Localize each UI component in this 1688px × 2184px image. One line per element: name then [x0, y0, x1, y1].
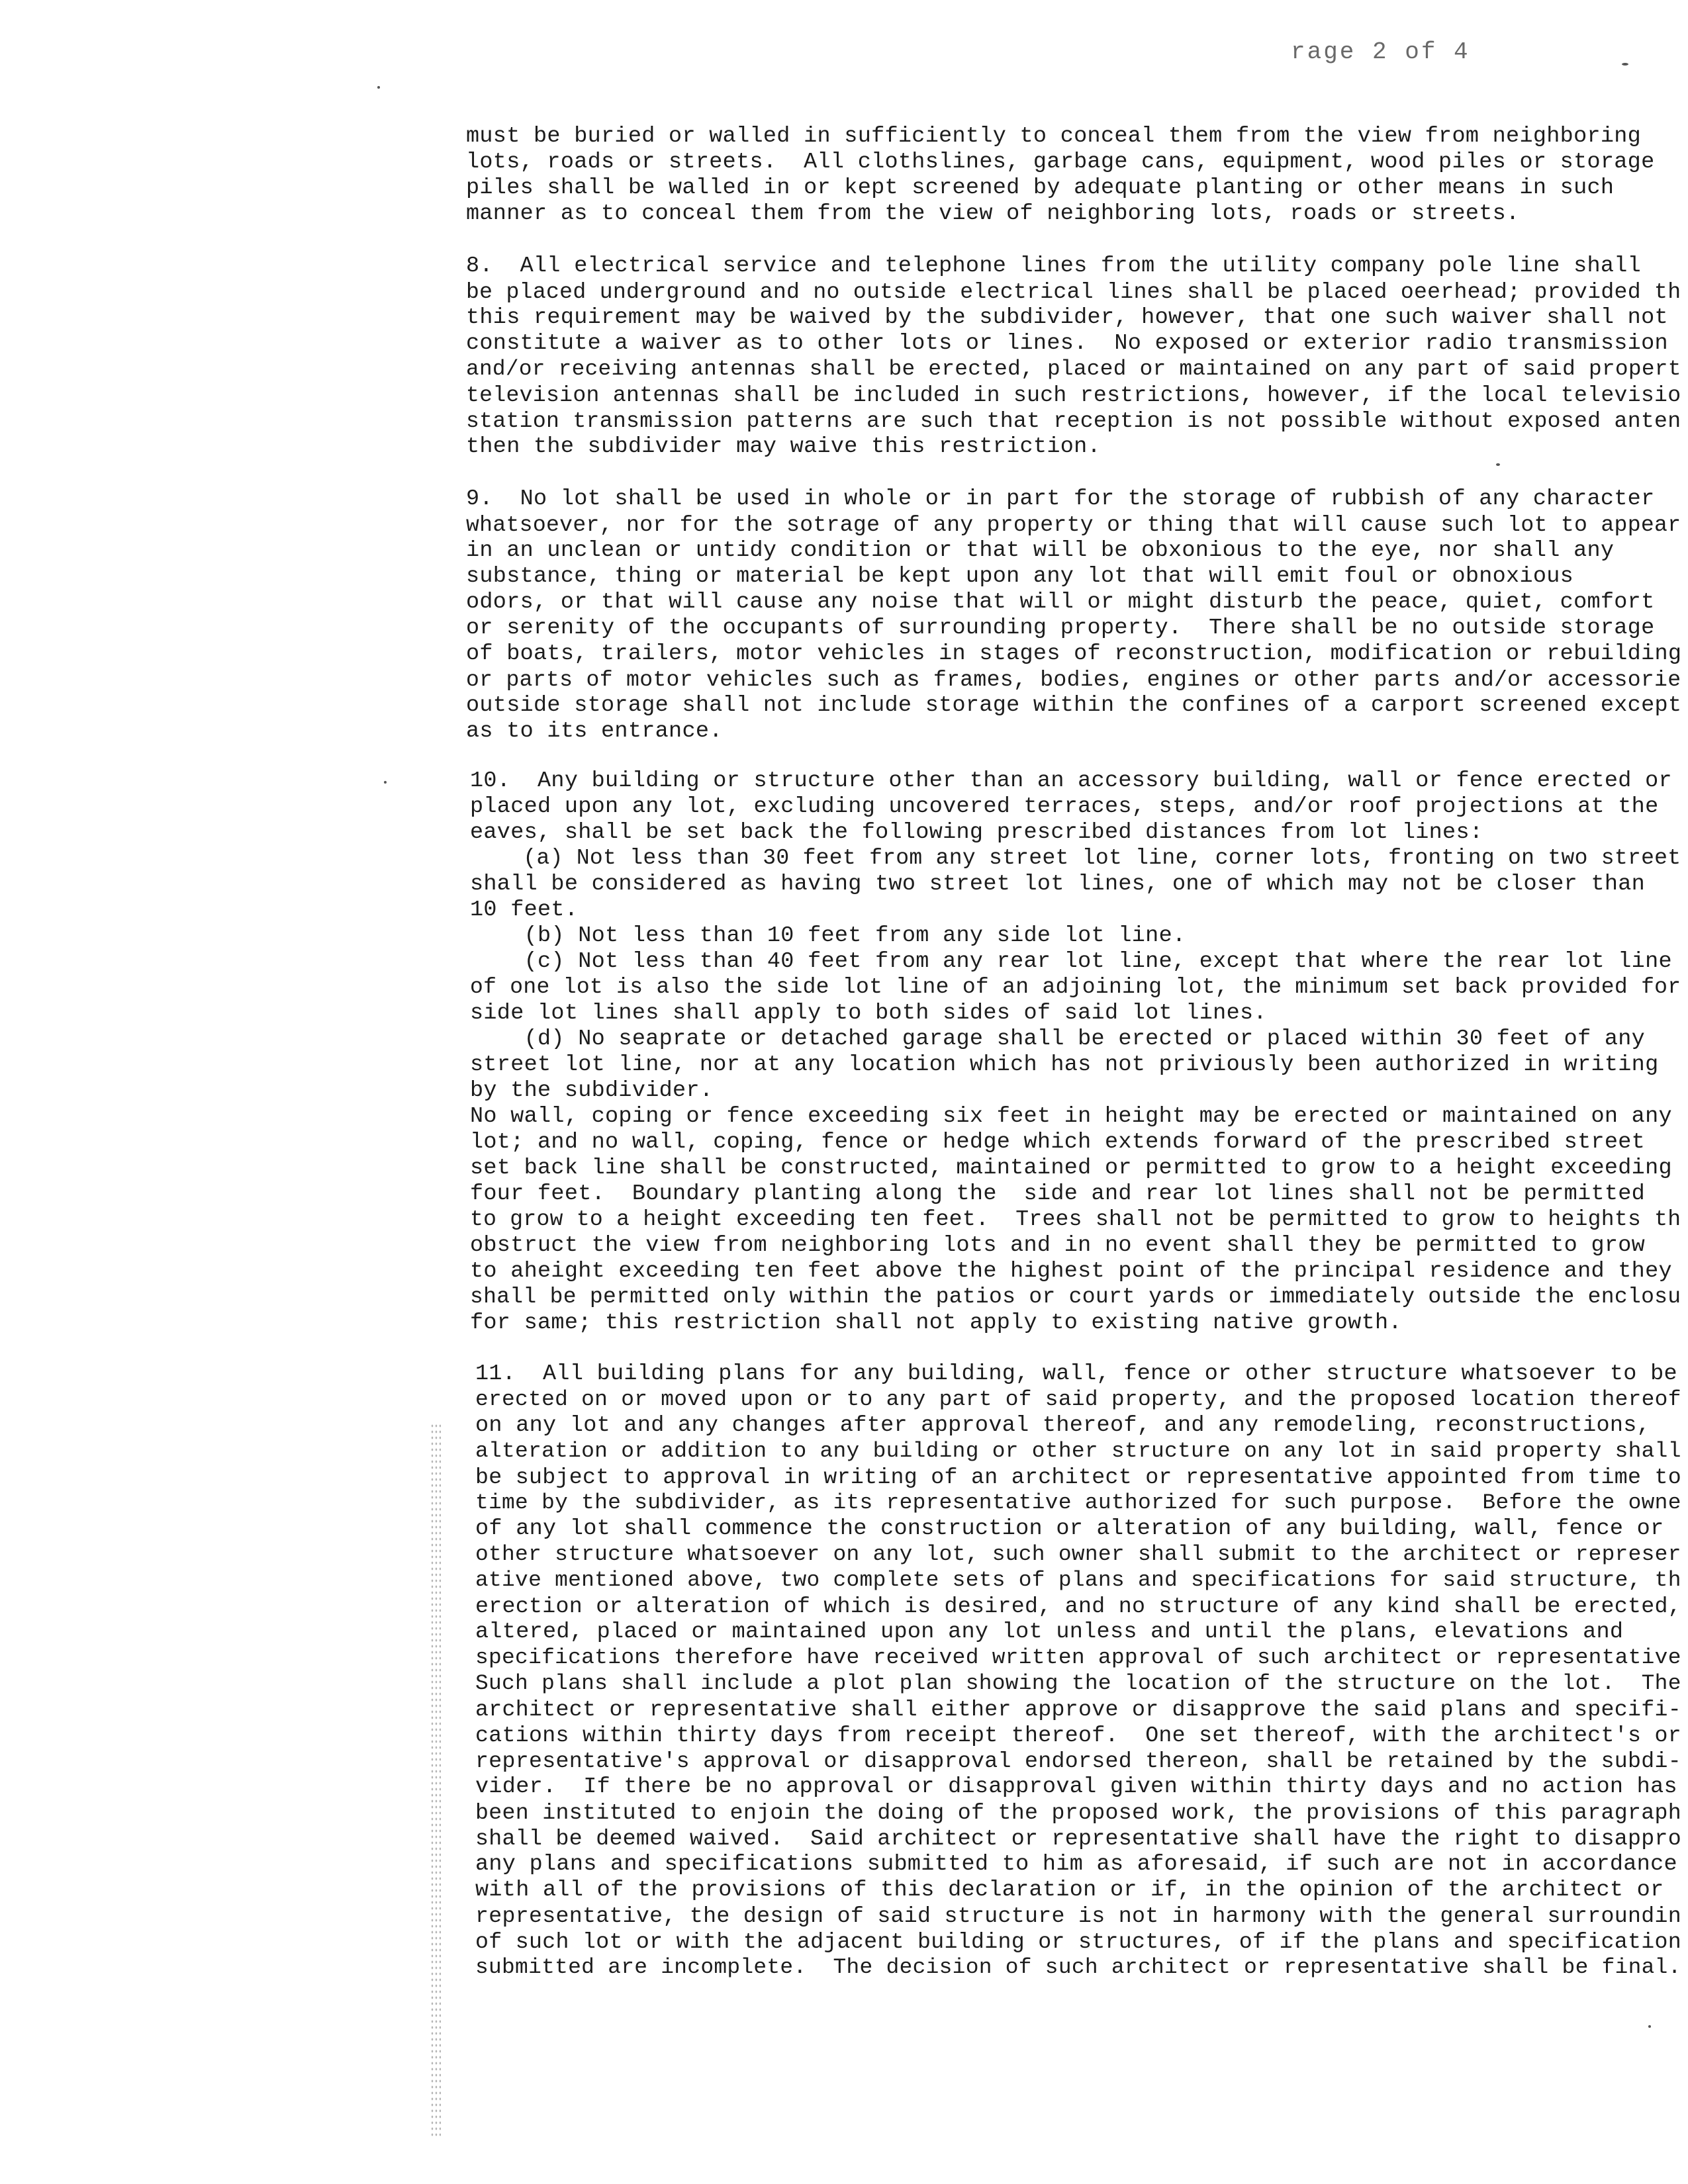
- text-line: lots, roads or streets. All clothslines, garbage cans, equipment, wood piles or storage: [466, 150, 1655, 175]
- scan-speck: [377, 86, 380, 89]
- text-line: of one lot is also the side lot line of an adjoining lot, the minimum set back provided for: [470, 975, 1681, 999]
- text-line: shall be permitted only within the patios or court yards or immediately outside the enclosu: [470, 1285, 1681, 1309]
- text-line: specifications therefore have received written approval of such architect or representative: [475, 1645, 1681, 1670]
- text-line: with all of the provisions of this declaration or if, in the opinion of the architect or: [475, 1878, 1664, 1903]
- text-line: 11. All building plans for any building, wall, fence or other structure whatsoever to be: [475, 1361, 1677, 1387]
- text-line: architect or representative shall either approve or disapprove the said plans and specifi-: [475, 1697, 1681, 1722]
- text-line: time by the subdivider, as its representative authorized for such purpose. Before the owne: [475, 1490, 1681, 1515]
- text-line: ative mentioned above, two complete sets of plans and specifications for said structure, th: [475, 1568, 1681, 1592]
- text-line: (d) No seaprate or detached garage shall be erected or placed within 30 feet of any: [470, 1026, 1646, 1052]
- page-header: rage 2 of 4: [1291, 38, 1470, 66]
- text-line: other structure whatsoever on any lot, such owner shall submit to the architect or represer: [475, 1542, 1681, 1567]
- text-line: constitute a waiver as to other lots or lines. No exposed or exterior radio transmission: [466, 331, 1668, 356]
- text-line: or parts of motor vehicles such as frames, bodies, engines or other parts and/or accessorie: [466, 667, 1681, 692]
- text-line: placed upon any lot, excluding uncovered terraces, steps, and/or roof projections at the: [470, 794, 1659, 819]
- text-line: odors, or that will cause any noise that will or might disturb the peace, quiet, comfort: [466, 590, 1655, 615]
- text-line: four feet. Boundary planting along the side and rear lot lines shall not be permitted: [470, 1181, 1646, 1206]
- text-line: this requirement may be waived by the subdivider, however, that one such waiver shall not: [466, 305, 1668, 330]
- text-line: substance, thing or material be kept upon any lot that will emit foul or obnoxious: [466, 564, 1574, 589]
- text-line: (c) Not less than 40 feet from any rear lot line, except that where the rear lot line: [470, 949, 1672, 974]
- scan-speck: [1496, 463, 1500, 466]
- text-line: (b) Not less than 10 feet from any side lot line.: [470, 923, 1186, 948]
- text-line: lot; and no wall, coping, fence or hedge which extends forward of the prescribed street: [470, 1130, 1646, 1155]
- text-line: side lot lines shall apply to both sides of said lot lines.: [470, 1001, 1267, 1026]
- text-line: vider. If there be no approval or disapproval given within thirty days and no action has: [475, 1774, 1677, 1799]
- text-line: then the subdivider may waive this restriction.: [466, 434, 1101, 459]
- text-line: be placed underground and no outside electrical lines shall be placed oeerhead; provided th: [466, 279, 1681, 304]
- text-line: shall be deemed waived. Said architect or representative shall have the right to disappro: [475, 1826, 1681, 1851]
- text-line: altered, placed or maintained upon any lot unless and until the plans, elevations and: [475, 1619, 1624, 1645]
- text-line: piles shall be walled in or kept screened by adequate planting or other means in such: [466, 175, 1615, 201]
- text-line: been instituted to enjoin the doing of the proposed work, the provisions of this paragraph: [475, 1800, 1681, 1825]
- scan-speck: [1622, 63, 1628, 66]
- text-line: or serenity of the occupants of surrounding property. There shall be no outside storage: [466, 615, 1655, 641]
- text-line: shall be considered as having two street lot lines, one of which may not be closer than: [470, 872, 1646, 897]
- text-line: outside storage shall not include storage within the confines of a carport screened except: [466, 693, 1682, 718]
- text-line: 8. All electrical service and telephone lines from the utility company pole line shall: [466, 253, 1642, 279]
- text-line: in an unclean or untidy condition or that will be obxonious to the eye, nor shall any: [466, 538, 1615, 563]
- text-line: eaves, shall be set back the following prescribed distances from lot lines:: [470, 820, 1483, 845]
- text-line: must be buried or walled in sufficiently to conceal them from the view from neighboring: [466, 124, 1642, 149]
- text-line: be subject to approval in writing of an architect or representative appointed from time to: [475, 1465, 1681, 1490]
- text-line: representative, the design of said structure is not in harmony with the general surroundin: [475, 1903, 1681, 1929]
- text-line: alteration or addition to any building or other structure on any lot in said property shall: [475, 1439, 1681, 1463]
- text-line: manner as to conceal them from the view of neighboring lots, roads or streets.: [466, 201, 1520, 226]
- text-line: of such lot or with the adjacent building or structures, of if the plans and specification: [475, 1929, 1681, 1954]
- text-line: and/or receiving antennas shall be erected, placed or maintained on any part of said propert: [466, 357, 1681, 381]
- text-line: cations within thirty days from receipt thereof. One set thereof, with the architect's or: [475, 1723, 1681, 1748]
- text-line: station transmission patterns are such that reception is not possible without exposed anten: [466, 408, 1681, 433]
- text-line: to grow to a height exceeding ten feet. Trees shall not be permitted to grow to heights th: [470, 1207, 1681, 1232]
- text-line: 9. No lot shall be used in whole or in part for the storage of rubbish of any character: [466, 486, 1655, 512]
- text-line: as to its entrance.: [466, 719, 723, 744]
- text-line: of any lot shall commence the construction or alteration of any building, wall, fence or: [475, 1516, 1664, 1541]
- text-line: erected on or moved upon or to any part of said property, and the proposed location thereof: [475, 1387, 1681, 1412]
- text-line: No wall, coping or fence exceeding six feet in height may be erected or maintained on any: [470, 1104, 1672, 1129]
- text-line: of boats, trailers, motor vehicles in stages of reconstruction, modification or rebuilding: [466, 641, 1682, 666]
- text-line: erection or alteration of which is desired, and no structure of any kind shall be erected,: [475, 1594, 1681, 1619]
- text-line: obstruct the view from neighboring lots and in no event shall they be permitted to grow: [470, 1233, 1646, 1258]
- text-line: whatsoever, nor for the sotrage of any property or thing that will cause such lot to appear: [466, 512, 1681, 537]
- text-line: by the subdivider.: [470, 1078, 714, 1103]
- text-line: representative's approval or disapproval endorsed thereon, shall be retained by the subdi-: [475, 1749, 1681, 1774]
- text-line: Such plans shall include a plot plan showing the location of the structure on the lot. The: [475, 1671, 1681, 1696]
- text-line: set back line shall be constructed, maintained or permitted to grow to a height exceeding: [470, 1156, 1672, 1181]
- text-line: to aheight exceeding ten feet above the highest point of the principal residence and they: [470, 1259, 1672, 1284]
- text-line: submitted are incomplete. The decision of such architect or representative shall be final.: [475, 1955, 1681, 1979]
- text-line: on any lot and any changes after approval thereof, and any remodeling, reconstructions,: [475, 1413, 1651, 1438]
- scan-margin-noise: [430, 1423, 441, 2138]
- text-line: (a) Not less than 30 feet from any street lot line, corner lots, fronting on two street: [470, 846, 1681, 870]
- text-line: television antennas shall be included in such restrictions, however, if the local televisio: [466, 383, 1681, 408]
- text-line: 10 feet.: [470, 897, 579, 923]
- scan-speck: [1648, 2025, 1651, 2028]
- text-line: 10. Any building or structure other than an accessory building, wall or fence erected or: [470, 768, 1672, 794]
- text-line: any plans and specifications submitted to him as aforesaid, if such are not in accordance: [475, 1852, 1677, 1877]
- scan-speck: [384, 781, 387, 784]
- text-line: street lot line, nor at any location which has not priviously been authorized in writing: [470, 1052, 1659, 1077]
- text-line: for same; this restriction shall not apply to existing native growth.: [470, 1310, 1402, 1336]
